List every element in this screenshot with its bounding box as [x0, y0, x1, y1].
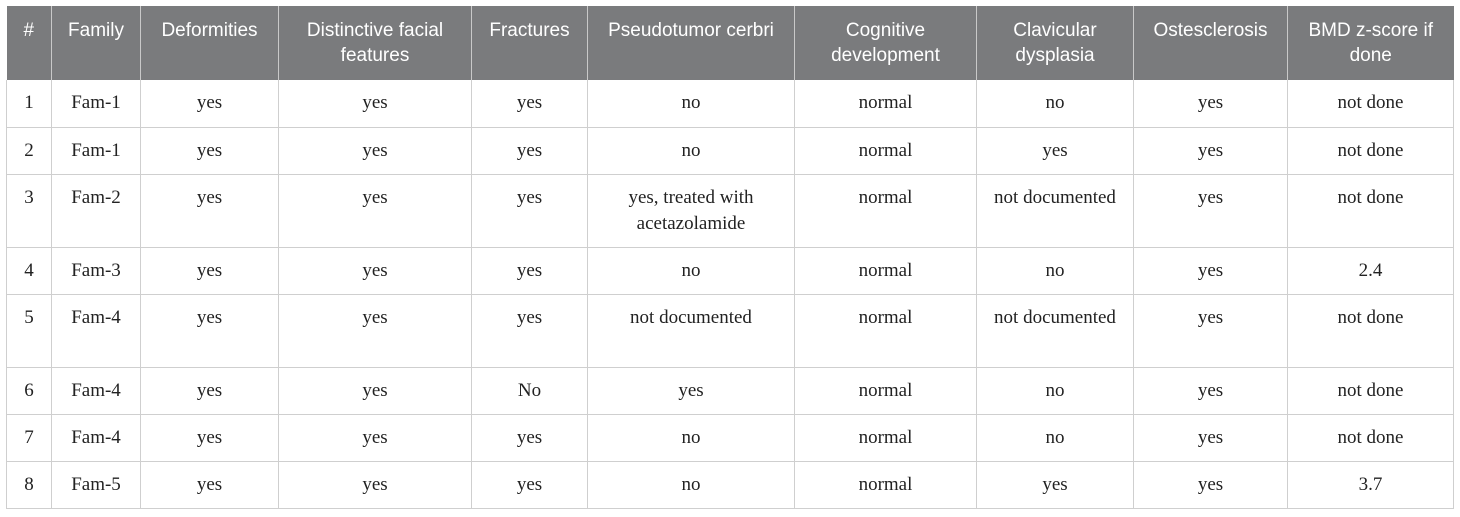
cell-deformities: yes: [141, 414, 279, 461]
cell-facial-features: yes: [279, 80, 472, 127]
cell-cognitive: normal: [795, 294, 977, 367]
cell-bmd: 2.4: [1288, 247, 1454, 294]
cell-number: 8: [7, 461, 52, 508]
table-row: [7, 174, 1454, 247]
cell-facial-features: yes: [279, 247, 472, 294]
cell-clavicular: not documented: [977, 174, 1134, 247]
cell-family: Fam-4: [52, 294, 141, 367]
cell-fractures: yes: [472, 127, 588, 174]
table-row: [7, 127, 1454, 174]
cell-family: Fam-3: [52, 247, 141, 294]
cell-ostesclerosis: yes: [1134, 367, 1288, 414]
cell-number: 6: [7, 367, 52, 414]
cell-facial-features: yes: [279, 367, 472, 414]
cell-deformities: yes: [141, 294, 279, 367]
cell-number: 3: [7, 174, 52, 247]
cell-pseudotumor: no: [588, 414, 795, 461]
cell-cognitive: normal: [795, 461, 977, 508]
cell-ostesclerosis: yes: [1134, 80, 1288, 127]
cell-pseudotumor: no: [588, 127, 795, 174]
cell-family: Fam-5: [52, 461, 141, 508]
cell-deformities: yes: [141, 127, 279, 174]
cell-facial-features: yes: [279, 174, 472, 247]
column-header-cognitive: Cognitive development: [795, 6, 977, 80]
cell-pseudotumor: yes, treated with acetazolamide: [588, 174, 795, 247]
cell-fractures: yes: [472, 174, 588, 247]
cell-fractures: yes: [472, 414, 588, 461]
cell-pseudotumor: no: [588, 461, 795, 508]
cell-bmd: not done: [1288, 367, 1454, 414]
cell-pseudotumor: yes: [588, 367, 795, 414]
cell-deformities: yes: [141, 367, 279, 414]
column-header-family: Family: [52, 6, 141, 80]
cell-deformities: yes: [141, 174, 279, 247]
cell-clavicular: no: [977, 414, 1134, 461]
cell-pseudotumor: not documented: [588, 294, 795, 367]
cell-bmd: not done: [1288, 294, 1454, 367]
cell-fractures: yes: [472, 461, 588, 508]
cell-clavicular: not documented: [977, 294, 1134, 367]
column-header-facial-features: Distinctive facial features: [279, 6, 472, 80]
cell-deformities: yes: [141, 461, 279, 508]
cell-family: Fam-4: [52, 367, 141, 414]
column-header-clavicular: Clavicular dysplasia: [977, 6, 1134, 80]
column-header-bmd: BMD z-score if done: [1288, 6, 1454, 80]
cell-cognitive: normal: [795, 127, 977, 174]
cell-clavicular: yes: [977, 127, 1134, 174]
cell-cognitive: normal: [795, 367, 977, 414]
cell-number: 5: [7, 294, 52, 367]
cell-ostesclerosis: yes: [1134, 461, 1288, 508]
cell-cognitive: normal: [795, 414, 977, 461]
cell-pseudotumor: no: [588, 247, 795, 294]
cell-facial-features: yes: [279, 414, 472, 461]
cell-pseudotumor: no: [588, 80, 795, 127]
cell-family: Fam-2: [52, 174, 141, 247]
cell-ostesclerosis: yes: [1134, 174, 1288, 247]
column-header-deformities: Deformities: [141, 6, 279, 80]
cell-number: 4: [7, 247, 52, 294]
cell-bmd: not done: [1288, 414, 1454, 461]
cell-bmd: not done: [1288, 80, 1454, 127]
table-row: [7, 247, 1454, 294]
table-row: [7, 461, 1454, 508]
column-header-number: #: [7, 6, 52, 80]
table-row: [7, 294, 1454, 367]
cell-clavicular: no: [977, 367, 1134, 414]
cell-deformities: yes: [141, 247, 279, 294]
cell-facial-features: yes: [279, 127, 472, 174]
cell-ostesclerosis: yes: [1134, 414, 1288, 461]
table-row: [7, 80, 1454, 127]
cell-fractures: yes: [472, 247, 588, 294]
cell-bmd: not done: [1288, 127, 1454, 174]
cell-ostesclerosis: yes: [1134, 127, 1288, 174]
cell-family: Fam-1: [52, 80, 141, 127]
cell-ostesclerosis: yes: [1134, 294, 1288, 367]
table-header-row: [7, 6, 1454, 80]
cell-fractures: yes: [472, 294, 588, 367]
cell-family: Fam-4: [52, 414, 141, 461]
cell-facial-features: yes: [279, 461, 472, 508]
cell-bmd: 3.7: [1288, 461, 1454, 508]
cell-cognitive: normal: [795, 80, 977, 127]
column-header-pseudotumor: Pseudotumor cerbri: [588, 6, 795, 80]
cell-facial-features: yes: [279, 294, 472, 367]
cell-number: 1: [7, 80, 52, 127]
cell-fractures: No: [472, 367, 588, 414]
cell-clavicular: yes: [977, 461, 1134, 508]
column-header-fractures: Fractures: [472, 6, 588, 80]
cell-family: Fam-1: [52, 127, 141, 174]
cell-ostesclerosis: yes: [1134, 247, 1288, 294]
table-row: [7, 367, 1454, 414]
table-row: [7, 414, 1454, 461]
cell-deformities: yes: [141, 80, 279, 127]
cell-bmd: not done: [1288, 174, 1454, 247]
cell-clavicular: no: [977, 247, 1134, 294]
cell-number: 7: [7, 414, 52, 461]
cell-cognitive: normal: [795, 247, 977, 294]
cell-cognitive: normal: [795, 174, 977, 247]
cell-number: 2: [7, 127, 52, 174]
column-header-ostesclerosis: Ostesclerosis: [1134, 6, 1288, 80]
clinical-features-table: [6, 6, 1454, 509]
cell-clavicular: no: [977, 80, 1134, 127]
cell-fractures: yes: [472, 80, 588, 127]
